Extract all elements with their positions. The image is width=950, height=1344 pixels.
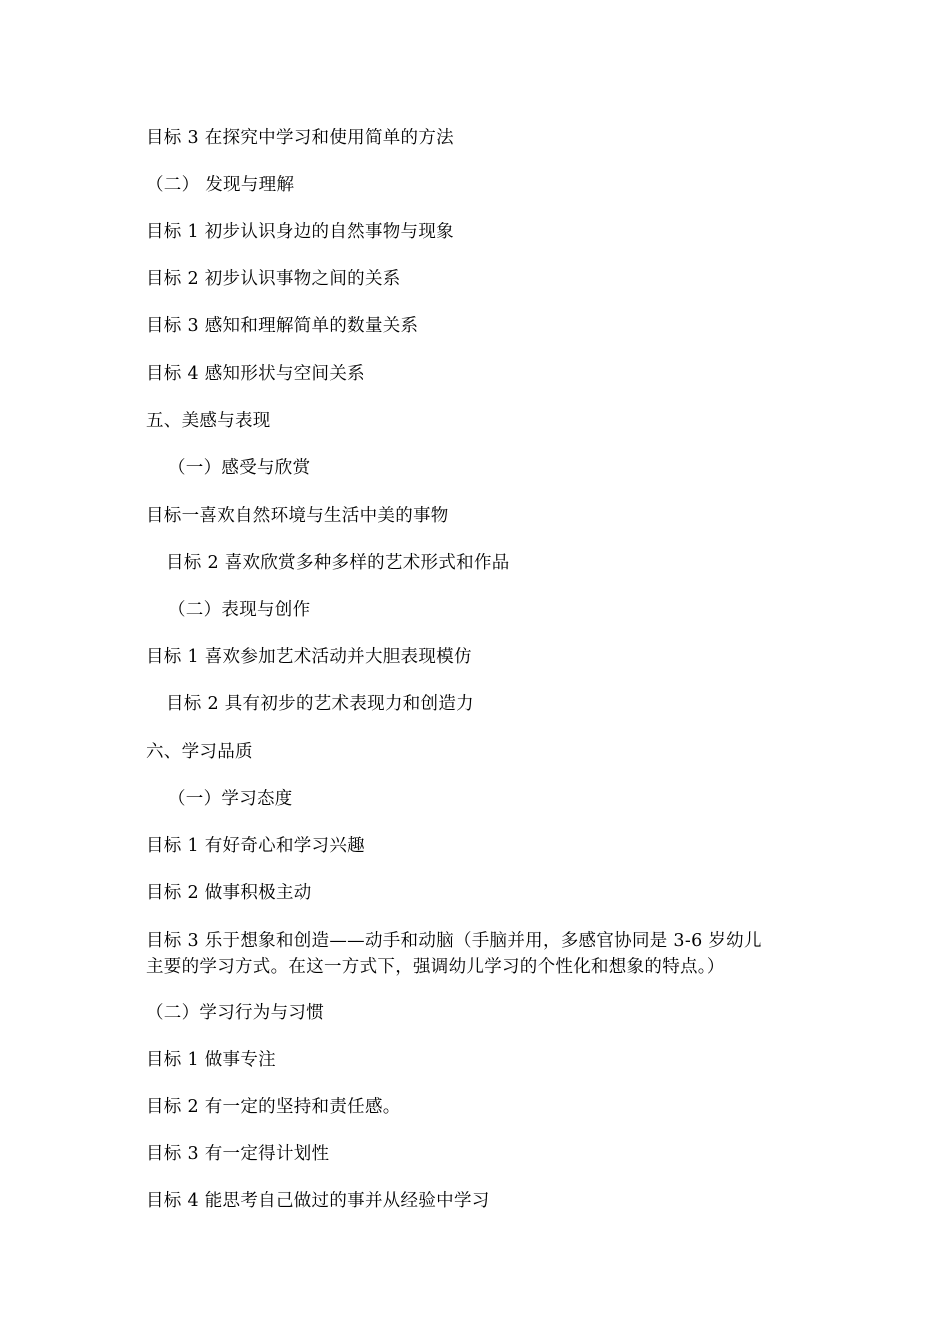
section-heading: （二）表现与创作	[168, 600, 311, 620]
chapter-heading: 五、美感与表现	[146, 411, 271, 431]
text-line: 目标 1 初步认识身边的自然事物与现象	[146, 222, 454, 242]
text-line: 目标 2 做事积极主动	[146, 883, 312, 903]
text-line: 目标 2 具有初步的艺术表现力和创造力	[166, 694, 474, 714]
section-heading: （一）感受与欣赏	[168, 458, 311, 478]
section-heading: （一）学习态度	[168, 789, 293, 809]
text-line: 目标 2 初步认识事物之间的关系	[146, 269, 401, 289]
text-line: 目标一喜欢自然环境与生活中美的事物	[146, 506, 449, 526]
chapter-heading: 六、学习品质	[146, 742, 253, 762]
section-heading: （二）学习行为与习惯	[146, 1003, 324, 1023]
text-line: 目标 2 有一定的坚持和责任感。	[146, 1097, 401, 1117]
text-line: 目标 4 感知形状与空间关系	[146, 364, 365, 384]
text-line: 目标 3 乐于想象和创造——动手和动脑（手脑并用，多感官协同是 3-6 岁幼儿	[146, 931, 762, 951]
section-heading: （二） 发现与理解	[146, 175, 295, 195]
text-line: 目标 1 喜欢参加艺术活动并大胆表现模仿	[146, 647, 472, 667]
text-line: 主要的学习方式。在这一方式下，强调幼儿学习的个性化和想象的特点。）	[146, 957, 725, 977]
text-line: 目标 4 能思考自己做过的事并从经验中学习	[146, 1191, 490, 1211]
text-line: 目标 1 有好奇心和学习兴趣	[146, 836, 365, 856]
text-line: 目标 3 感知和理解简单的数量关系	[146, 316, 419, 336]
text-line: 目标 3 在探究中学习和使用简单的方法	[146, 128, 454, 148]
text-line: 目标 3 有一定得计划性	[146, 1144, 330, 1164]
text-line: 目标 1 做事专注	[146, 1050, 276, 1070]
text-line: 目标 2 喜欢欣赏多种多样的艺术形式和作品	[166, 553, 510, 573]
